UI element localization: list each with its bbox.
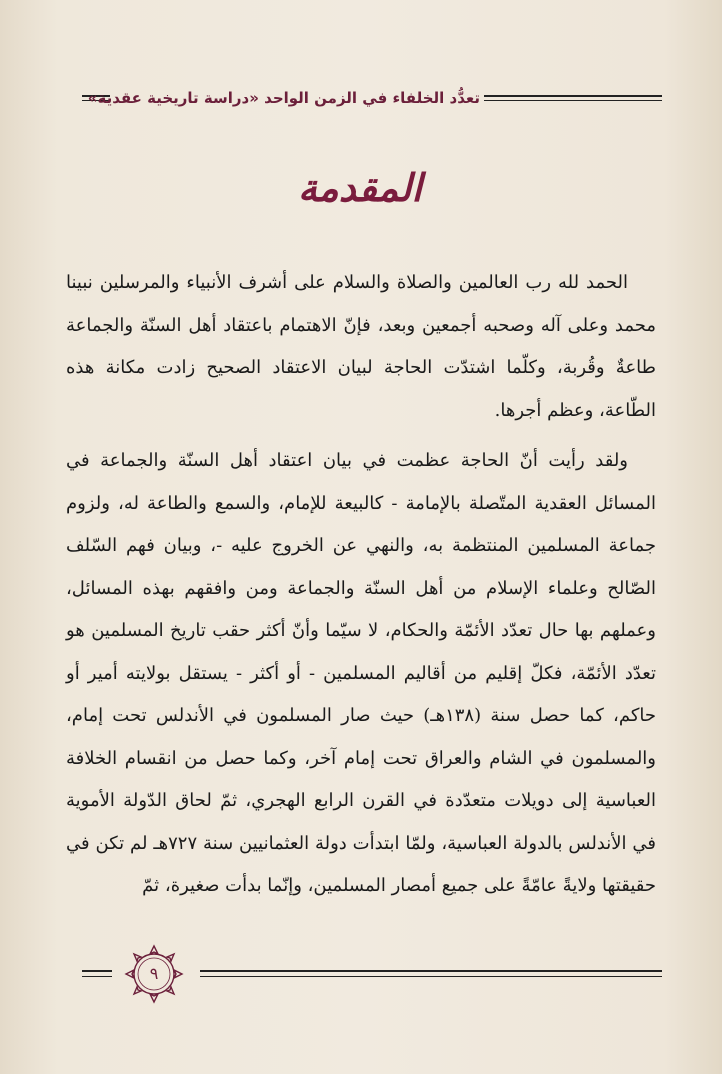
paragraph-1: الحمد لله رب العالمين والصلاة والسلام على أشرف الأنبياء والمرسلين نبينا محمد وعلى آله وصحبه أجمعين وبعد، فإنّ الاهتمام باعتقاد أهل السنّة والجماعة طاعةٌ وقُربة، وكلّما اشتدّت الحاجة لبيان الاعتقاد الصحيح زادت مكانة هذه الطّاعة، وعظم أجرها. [66,272,656,421]
paragraph-2: ولقد رأيت أنّ الحاجة عظمت في بيان اعتقاد أهل السنّة والجماعة في المسائل العقدية المتّصلة بالإمامة - كالبيعة للإمام، والسمع والطاعة له، ولزوم جماعة المسلمين المنتظمة به، والنهي عن الخروج عليه -، وبيان فهم السّلف الصّالح وعلماء الإسلام من أهل السنّة والجماعة ومن وافقهم بهذه المسائل، وعملهم بها حال تعدّد الأئمّة والحكام، لا سيّما وأنّ أكثر حقب تاريخ المسلمين هو تعدّد الأئمّة، فكلّ إقليم من أقاليم المسلمين - أو أكثر - يستقل بولايته أمير أو حاكم، كما حصل سنة (١٣٨هـ) حيث صار المسلمون في الأندلس تحت إمام، والمسلمون في الشام والعراق تحت إمام آخر، وكما حصل من انقسام الخلافة العباسية إلى دويلات متعدّدة في القرن الرابع الهجري، ثمّ لحاق الدّولة الأموية في الأندلس بالدولة العباسية، ولمّا ابتدأت دولة العثمانيين سنة ٧٢٧هـ لم تكن في حقيقتها ولايةً عامّةً على جميع أمصار المسلمين، وإنّما بدأت صغيرة، ثمّ [66,450,656,896]
body-text [66,262,656,908]
header-rule-right [484,95,662,101]
page-footer [82,940,662,1000]
footer-rule-right [200,970,662,977]
running-header [82,86,662,112]
footer-rule-left [82,970,112,977]
section-heading: المقدمة [297,165,422,210]
running-title: تعدُّد الخلفاء في الزمن الواحد «دراسة تاريخية عقدية» [87,89,480,107]
page-number: ٩ [149,964,159,983]
